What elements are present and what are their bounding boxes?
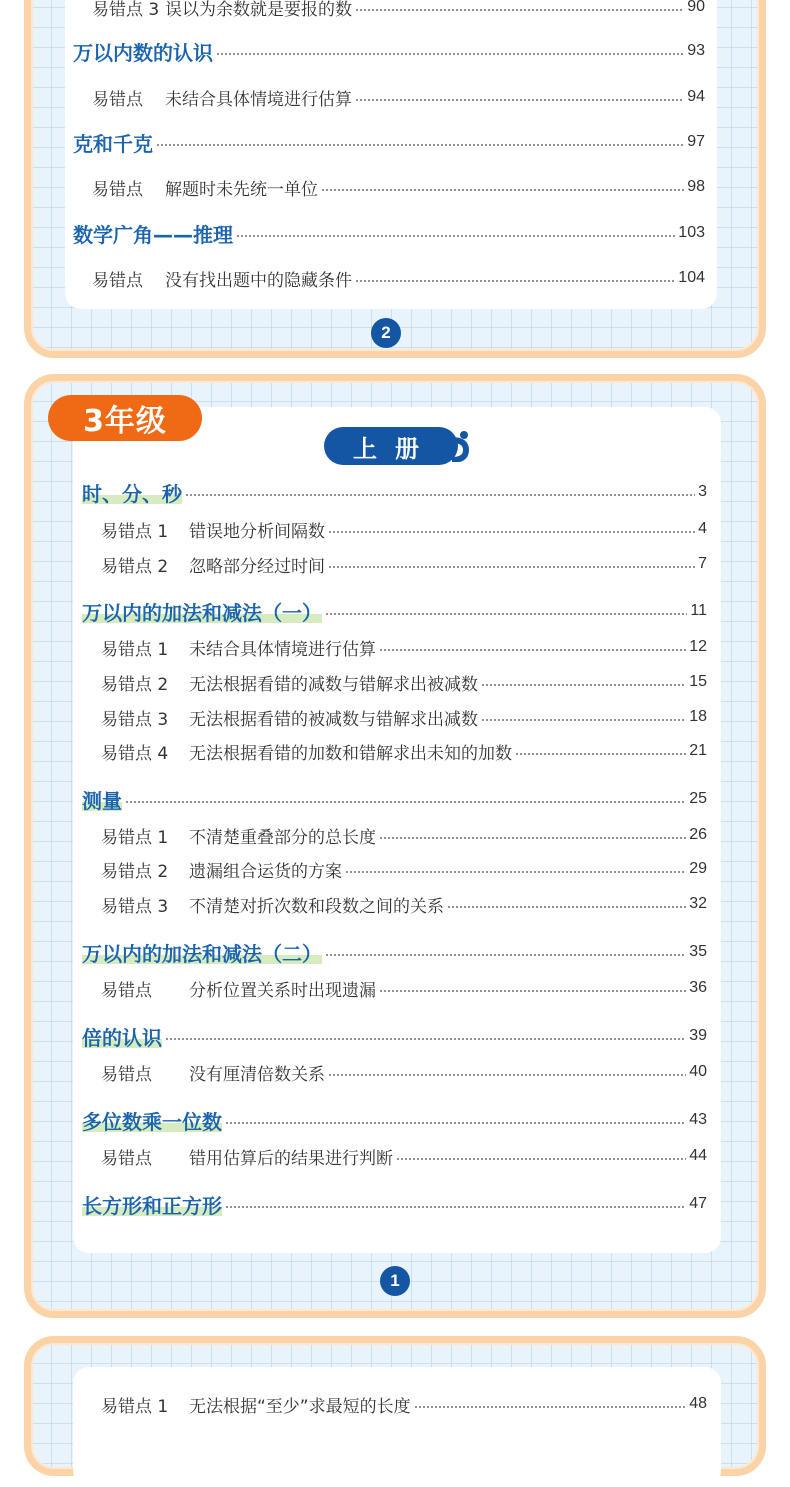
toc-mistake-entry[interactable] — [92, 0, 705, 20]
mistake-description: 不清楚对折次数和段数之间的关系 — [189, 896, 444, 917]
mistake-label: 易错点 1 — [101, 521, 169, 542]
dot-leader — [225, 1206, 686, 1208]
dot-leader — [379, 837, 686, 839]
toc-mistake-entry[interactable] — [92, 84, 705, 110]
mistake-label: 易错点 2 — [101, 861, 169, 882]
toc-chapter-entry[interactable] — [82, 1191, 707, 1217]
toc-mistake-entry[interactable] — [101, 738, 707, 764]
mistake-description: 未结合具体情境进行估算 — [165, 89, 352, 110]
dot-leader — [345, 871, 686, 873]
mistake-description: 忽略部分经过时间 — [189, 556, 325, 577]
page-number: 48 — [689, 1395, 707, 1412]
chapter-title: 万以内数的认识 — [73, 40, 213, 65]
mistake-label: 易错点 4 — [101, 743, 169, 764]
toc-mistake-entry[interactable] — [101, 551, 707, 577]
toc-panel-grade3 — [73, 407, 721, 1253]
mistake-label: 易错点 3 — [101, 709, 169, 730]
chapter-title: 多位数乘一位数 — [82, 1106, 222, 1135]
dot-leader — [414, 1406, 687, 1408]
toc-chapter-entry[interactable] — [82, 479, 707, 505]
page-number: 43 — [689, 1111, 707, 1128]
mistake-label: 易错点 1 — [101, 827, 169, 848]
mistake-description: 无法根据看错的减数与错解求出被减数 — [189, 674, 478, 695]
dot-leader — [328, 531, 695, 533]
toc-mistake-entry[interactable] — [101, 1391, 707, 1417]
page-number: 103 — [678, 224, 705, 241]
mistake-label: 易错点 — [101, 1148, 152, 1169]
dot-leader — [328, 1074, 686, 1076]
toc-mistake-entry[interactable] — [92, 265, 705, 291]
chapter-title: 万以内的加法和减法（二） — [82, 938, 322, 967]
toc-panel-top — [65, 0, 717, 309]
page-number: 94 — [687, 88, 705, 105]
page-number: 35 — [689, 943, 707, 960]
toc-mistake-entry[interactable] — [101, 1059, 707, 1085]
mistake-description: 误以为余数就是要报的数 — [165, 0, 352, 20]
page-number: 29 — [689, 860, 707, 877]
volume-badge-decoration — [450, 430, 470, 462]
toc-panel-bottom — [73, 1367, 721, 1487]
toc-mistake-entry[interactable] — [101, 822, 707, 848]
mistake-label: 易错点 3 — [92, 0, 160, 20]
dot-leader — [225, 1122, 686, 1124]
mistake-label: 易错点 — [101, 980, 152, 1001]
page-number: 7 — [698, 555, 707, 572]
mistake-label: 易错点 — [92, 89, 143, 110]
toc-mistake-entry[interactable] — [101, 634, 707, 660]
dot-leader — [481, 719, 686, 721]
toc-chapter-entry[interactable] — [82, 939, 707, 965]
mistake-label: 易错点 1 — [101, 1396, 169, 1417]
dot-leader — [165, 1038, 686, 1040]
dot-leader — [481, 684, 686, 686]
dot-leader — [156, 144, 684, 146]
mistake-label: 易错点 — [101, 1064, 152, 1085]
page-number-badge: 2 — [371, 318, 401, 348]
dot-leader — [355, 99, 684, 101]
mistake-description: 无法根据看错的加数和错解求出未知的加数 — [189, 743, 512, 764]
dot-leader — [325, 954, 686, 956]
page-number: 26 — [689, 826, 707, 843]
toc-chapter-entry[interactable] — [82, 786, 707, 812]
mistake-description: 未结合具体情境进行估算 — [189, 639, 376, 660]
dot-leader — [185, 494, 695, 496]
mistake-description: 没有找出题中的隐藏条件 — [165, 270, 352, 291]
toc-chapter-entry[interactable] — [73, 129, 705, 155]
toc-mistake-entry[interactable] — [92, 174, 705, 200]
chapter-title: 测量 — [82, 785, 122, 814]
mistake-description: 无法根据“至少”求最短的长度 — [189, 1396, 411, 1417]
chapter-title: 万以内的加法和减法（一） — [82, 597, 322, 626]
dot-leader — [355, 9, 684, 11]
page-number: 40 — [689, 1063, 707, 1080]
dot-leader — [396, 1158, 686, 1160]
page-number: 12 — [689, 638, 707, 655]
mistake-description: 错误地分析间隔数 — [189, 521, 325, 542]
grade-badge: 3年级 — [48, 395, 202, 441]
toc-chapter-entry[interactable] — [82, 1107, 707, 1133]
dot-leader — [355, 280, 675, 282]
page-number: 47 — [689, 1195, 707, 1212]
mistake-description: 无法根据看错的被减数与错解求出减数 — [189, 709, 478, 730]
toc-chapter-entry[interactable] — [82, 1023, 707, 1049]
page-number: 97 — [687, 133, 705, 150]
page-number: 39 — [689, 1027, 707, 1044]
dot-leader — [447, 906, 686, 908]
chapter-title: 数学广角——推理 — [73, 222, 233, 247]
dot-leader — [379, 649, 686, 651]
toc-mistake-entry[interactable] — [101, 1143, 707, 1169]
toc-chapter-entry[interactable] — [82, 598, 707, 624]
page-number: 3 — [698, 483, 707, 500]
dot-leader — [125, 801, 686, 803]
mistake-description: 没有厘清倍数关系 — [189, 1064, 325, 1085]
chapter-title: 倍的认识 — [82, 1022, 162, 1051]
dot-leader — [321, 189, 684, 191]
toc-card-grade3 — [24, 374, 766, 1318]
toc-mistake-entry[interactable] — [101, 856, 707, 882]
page-number: 90 — [687, 0, 705, 15]
toc-mistake-entry[interactable] — [101, 891, 707, 917]
page-number: 25 — [689, 790, 707, 807]
page-number-badge: 1 — [380, 1266, 410, 1296]
page-number: 104 — [678, 269, 705, 286]
toc-card-top — [24, 0, 766, 358]
dot-leader — [379, 990, 686, 992]
mistake-label: 易错点 — [92, 179, 143, 200]
page-number: 21 — [689, 742, 707, 759]
volume-badge: 上册 — [324, 427, 458, 465]
page-number: 15 — [689, 673, 707, 690]
toc-mistake-entry[interactable] — [101, 669, 707, 695]
chapter-title: 长方形和正方形 — [82, 1190, 222, 1219]
dot-leader — [236, 235, 675, 237]
mistake-label: 易错点 1 — [101, 639, 169, 660]
toc-mistake-entry[interactable] — [101, 516, 707, 542]
dot-leader — [328, 566, 695, 568]
mistake-label: 易错点 2 — [101, 556, 169, 577]
mistake-label: 易错点 — [92, 270, 143, 291]
mistake-description: 分析位置关系时出现遗漏 — [189, 980, 376, 1001]
dot-leader — [515, 753, 686, 755]
mistake-description: 遗漏组合运货的方案 — [189, 861, 342, 882]
toc-chapter-entry[interactable] — [73, 38, 705, 64]
toc-card-bottom — [24, 1336, 766, 1476]
page-number: 4 — [698, 520, 707, 537]
page-number: 44 — [689, 1147, 707, 1164]
mistake-description: 解题时未先统一单位 — [165, 179, 318, 200]
mistake-description: 不清楚重叠部分的总长度 — [189, 827, 376, 848]
toc-mistake-entry[interactable] — [101, 704, 707, 730]
page-number: 18 — [689, 708, 707, 725]
toc-chapter-entry[interactable] — [73, 220, 705, 246]
chapter-title: 时、分、秒 — [82, 478, 182, 507]
mistake-description: 错用估算后的结果进行判断 — [189, 1148, 393, 1169]
mistake-label: 易错点 3 — [101, 896, 169, 917]
dot-leader — [216, 53, 684, 55]
page-number: 11 — [690, 602, 707, 619]
toc-mistake-entry[interactable] — [101, 975, 707, 1001]
dot-leader — [325, 613, 687, 615]
page-number: 32 — [689, 895, 707, 912]
page-number: 93 — [687, 42, 705, 59]
page-number: 98 — [687, 178, 705, 195]
page-number: 36 — [689, 979, 707, 996]
mistake-label: 易错点 2 — [101, 674, 169, 695]
chapter-title: 克和千克 — [73, 131, 153, 156]
